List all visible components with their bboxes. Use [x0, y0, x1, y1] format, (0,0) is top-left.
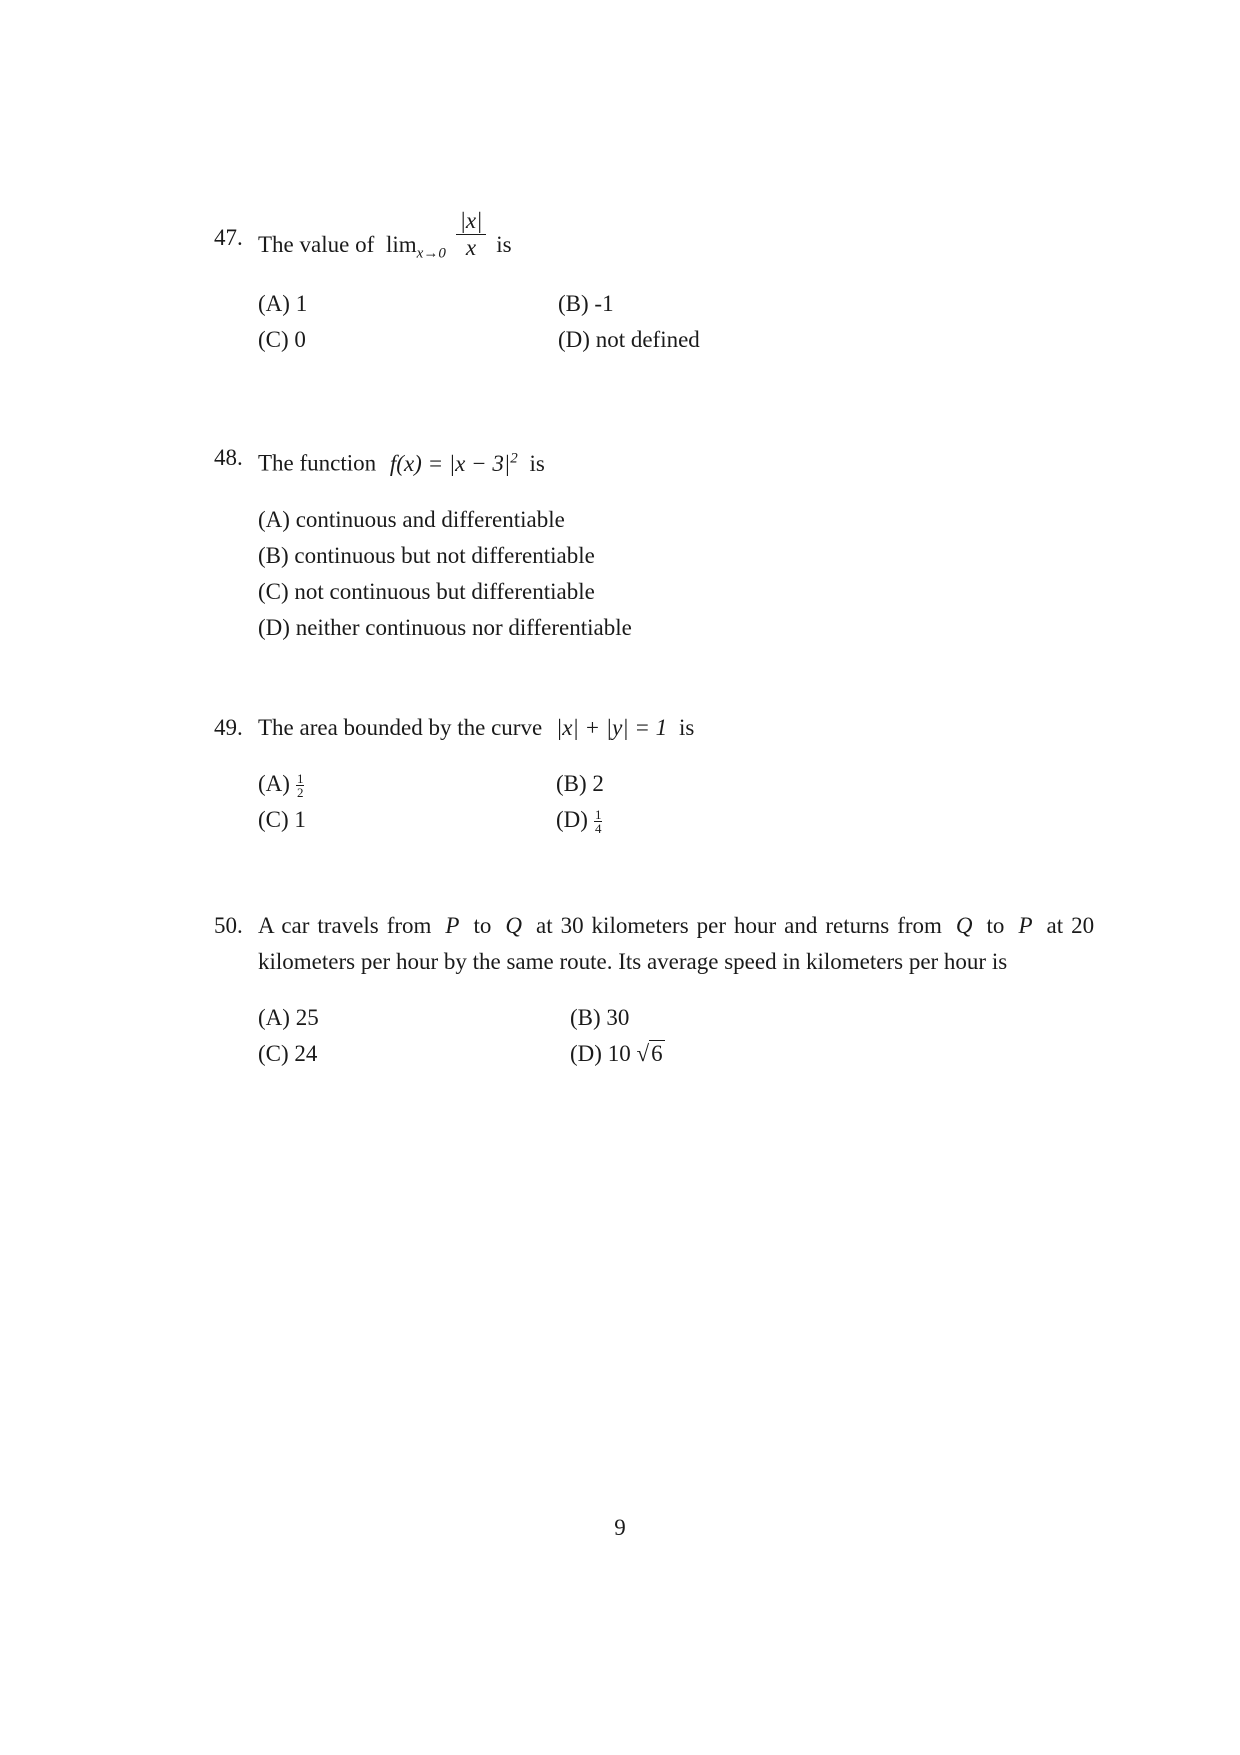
- question-49: [214, 710, 1094, 838]
- options: [258, 1000, 1094, 1072]
- option-d: (D) $\frac{1}{4}$: [556, 807, 602, 837]
- option-c: (C) 0: [258, 327, 306, 352]
- options: [258, 502, 1094, 646]
- question-number: 48.: [214, 445, 243, 470]
- limit-expression: $\lim_{x\to 0}$: [385, 231, 446, 262]
- question-stem: The function $f(x) = |x - 3|^2$ is: [258, 450, 545, 476]
- fraction: $\frac{|x|}{x}$: [456, 208, 487, 261]
- question-stem: The value of $\lim_{x\to 0}$ $\frac{|x|}{x}$ is: [258, 208, 512, 262]
- option-b: (B) 2: [556, 771, 604, 796]
- options: [258, 286, 1094, 358]
- question-number: 49.: [214, 715, 243, 740]
- question-number: 47.: [214, 225, 243, 250]
- option-b: (B) continuous but not differentiable: [258, 542, 595, 568]
- option-b: (B) 30: [570, 1005, 630, 1030]
- option-a: (A) 25: [258, 1005, 319, 1030]
- fraction: $\frac{1}{4}$: [594, 807, 602, 837]
- fraction: $\frac{1}{2}$: [296, 771, 304, 801]
- option-c: (C) 24: [258, 1041, 318, 1066]
- question-number: 50.: [214, 913, 243, 938]
- square-root: √6: [636, 1041, 663, 1066]
- question-47: [214, 208, 1094, 358]
- option-c: (C) 1: [258, 807, 306, 832]
- question-48: [214, 440, 1094, 646]
- option-d: (D) 10 √6: [570, 1036, 665, 1072]
- option-a: (A) continuous and differentiable: [258, 506, 565, 532]
- option-b: (B) -1: [558, 291, 614, 316]
- option-d: (D) neither continuous nor differentiable: [258, 614, 632, 640]
- question-50: [214, 908, 1094, 1072]
- option-a: (A) 1: [258, 291, 308, 316]
- curve-equation: |x| + |y| = 1: [555, 715, 668, 740]
- options: [258, 766, 1094, 838]
- function-expression: $f(x) = |x - 3|^2$: [389, 450, 518, 476]
- option-a: (A) $\frac{1}{2}$: [258, 771, 304, 801]
- option-c: (C) not continuous but differentiable: [258, 578, 595, 604]
- option-d: (D) not defined: [558, 327, 700, 352]
- question-stem: A car travels from P to Q at 30 kilometers per hour and returns from Q to P at 20 kilometers per hour by the same route. Its average speed in kilometers per hour is: [258, 913, 1095, 974]
- question-stem: The area bounded by the curve |x| + |y| = 1 is: [258, 715, 695, 740]
- page-number: 9: [614, 1515, 626, 1540]
